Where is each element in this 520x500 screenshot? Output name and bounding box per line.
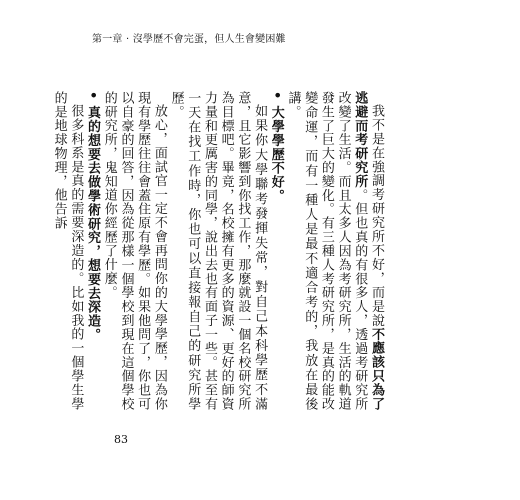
body-text-column [50, 91, 384, 411]
paragraph-intro-text-b: 。但也真的有很多人，透過考研究所改變了生活。而且太多人因為考研究所，生活的軌道發生了巨大的變化。有三種人考研究所，是真的能改變命運，而有一種人是最不適合考的，我放在最後講。 [285, 91, 368, 411]
section-heading-research: • 真的想要去做學術研究，想要去深造。 [85, 91, 101, 342]
paragraph-intro [284, 91, 384, 411]
page-number: 83 [114, 433, 128, 446]
section-heading-poor-degree: • 大學學歷不好。 [268, 91, 284, 203]
paragraph-research: 很多科系是真的需要深造的。比如我的一個學生學的是地球物理，他告訴 [51, 91, 84, 411]
paragraph-poor-degree: 如果你大學聯考發揮失常，對自己本科學歷不滿意，且它影響到你找工作，那麼就設一個名校研究所為目標吧。畢竟，名校擁有更多的資源、更好的師資力量和更厲害的同學，說出去也有面子一些。甚至有一天在找工作時，你也可以直接報自己的研究所學歷。 [168, 91, 268, 411]
paragraph-intro-bold: 不應該只為了逃避而考研究所 [352, 91, 384, 411]
paragraph-interviewer: 放心，面試官一定不會再問你的大學學歷，因為你現有學歷往往會蓋住原有學歷。如果他問了，你也可以自豪的回答，因為從那樣一個學校到現在這個學校的研究所，鬼知道你經歷了什麼。 [101, 91, 167, 411]
paragraph-intro-text-a: 我不是在強調考研究所不好，而是說 [369, 104, 384, 328]
running-header: 第一章 · 沒學歷不會完蛋，但人生會變困難 [92, 34, 286, 45]
